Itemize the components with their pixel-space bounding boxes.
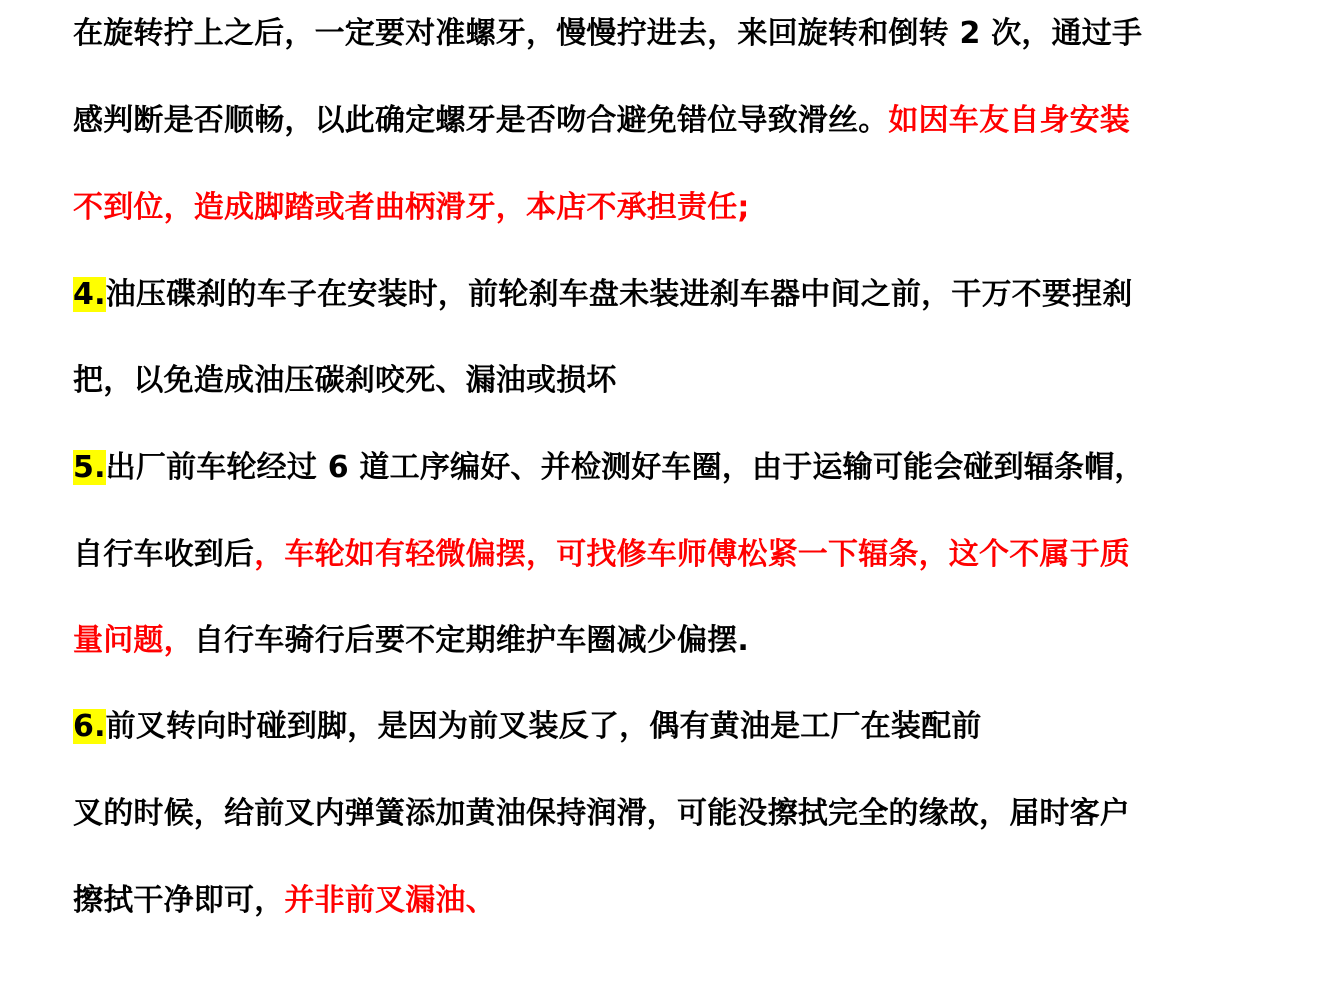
text-line	[73, 101, 1130, 141]
text-segment: 擦拭干净即可，	[73, 883, 285, 918]
text-line	[73, 448, 1145, 488]
warning-text: ，车轮如有轻微偏摆，可找修车师傅松紧一下辐条，这个不属于质	[254, 537, 1131, 572]
text-segment: 前叉转向时碰到脚，是因为前叉装反了，偶有黄油是工厂在装配前	[105, 709, 982, 744]
item-number: 4.	[73, 277, 106, 312]
text-line	[73, 535, 1130, 575]
text-line	[73, 794, 1130, 834]
text-segment: 感判断是否顺畅，以此确定螺牙是否吻合避免错位导致滑丝。	[73, 103, 889, 138]
text-segment: 自行车骑行后要不定期维护车圈减少偏摆.	[193, 623, 750, 658]
text-line	[73, 881, 496, 921]
text-line	[73, 275, 1132, 315]
text-line	[73, 621, 749, 661]
text-line	[73, 361, 617, 401]
item-number: 6.	[73, 709, 106, 744]
text-line	[73, 188, 750, 228]
warning-text: 不到位，造成脚踏或者曲柄滑牙，本店不承担责任;	[73, 190, 750, 225]
text-segment: 在旋转拧上之后，一定要对准螺牙，慢慢拧进去，来回旋转和倒转 2 次，通过手	[73, 16, 1143, 51]
text-line	[73, 14, 1142, 54]
text-segment: 自行车收到后	[73, 537, 255, 572]
text-segment: 出厂前车轮经过 6 道工序编好、并检测好车圈，由于运输可能会碰到辐条帽，	[105, 450, 1145, 485]
warning-text: 如因车友自身安装	[888, 103, 1131, 138]
warning-text: 并非前叉漏油、	[284, 883, 496, 918]
text-segment: 叉的时候，给前叉内弹簧添加黄油保持润滑，可能没擦拭完全的缘故，届时客户	[73, 796, 1130, 831]
item-number: 5.	[73, 450, 106, 485]
warning-text: 量问题，	[73, 623, 194, 658]
text-segment: 把，以免造成油压碳刹咬死、漏油或损坏	[73, 363, 617, 398]
text-segment: 油压碟刹的车子在安装时，前轮刹车盘未装进刹车器中间之前，干万不要捏刹	[105, 277, 1133, 312]
text-line	[73, 707, 981, 747]
